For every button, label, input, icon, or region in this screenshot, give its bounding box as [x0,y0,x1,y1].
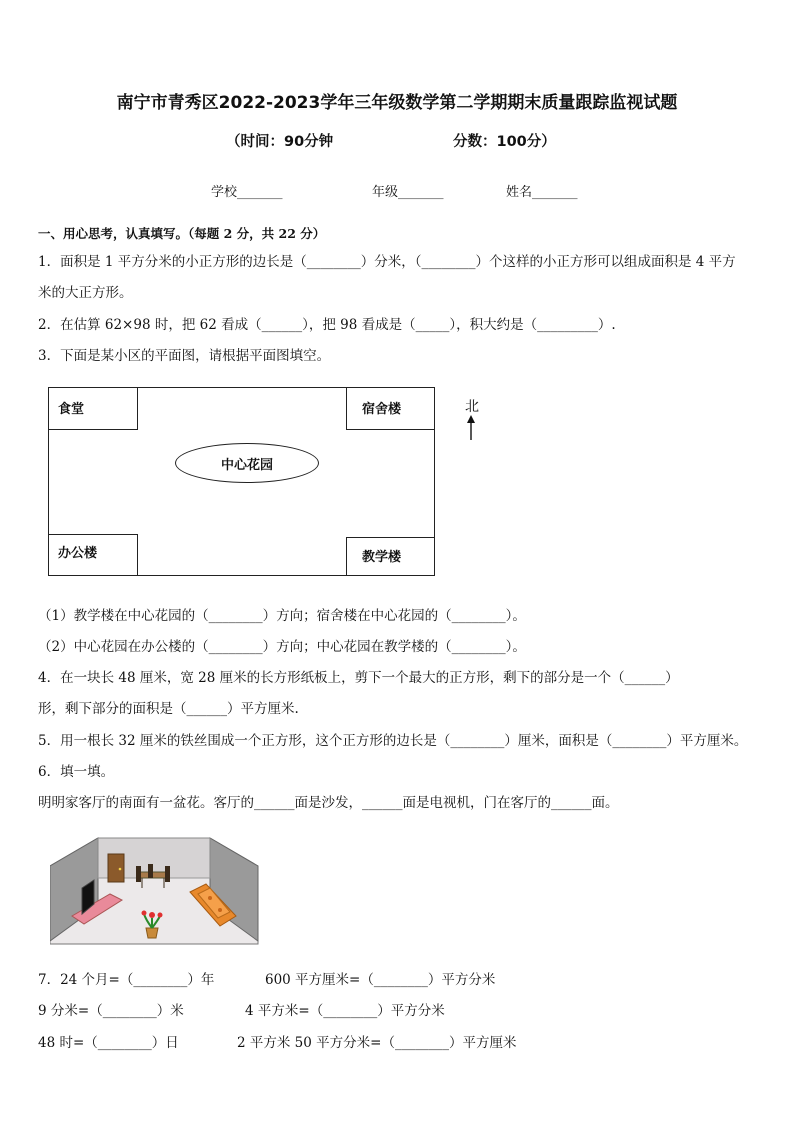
question-4-line2: 形，剩下部分的面积是（______）平方厘米. [38,701,299,717]
question-6-title: 6．填一填。 [38,764,115,780]
question-3-sub2: （2）中心花园在办公楼的（________）方向；中心花园在教学楼的（________）。 [38,639,526,655]
question-7-b: 600 平方厘米=（________）平方分米 [265,972,496,988]
page-title: 南宁市青秀区2022-2023学年三年级数学第二学期期末质量跟踪监视试题 [116,93,678,113]
section-heading: 一、用心思考，认真填写。（每题 2 分，共 22 分） [38,226,326,241]
question-6-text: 明明家客厅的南面有一盆花。客厅的______面是沙发，______面是电视机，门在客厅的______面。 [38,795,619,811]
question-7-c: 9 分米=（________）米 [38,1003,184,1019]
exam-time: （时间：90分钟 [226,134,334,150]
question-7-e: 48 时=（________）日 [38,1035,179,1051]
question-7-d: 4 平方米=（________）平方分米 [245,1003,445,1019]
question-4-line1: 4．在一块长 48 厘米，宽 28 厘米的长方形纸板上，剪下一个最大的正方形，剩下的部分是一个（______） [38,670,679,686]
living-room-illustration [50,836,260,946]
question-2: 2．在估算 62×98 时，把 62 看成（______），把 98 看成是（_____），积大约是（_________）. [38,317,616,333]
question-3-intro: 3．下面是某小区的平面图，请根据平面图填空。 [38,348,331,364]
question-7-f: 2 平方米 50 平方分米=（________）平方厘米 [237,1035,517,1051]
name-field: 姓名_______ [506,185,578,200]
door-icon [108,854,124,882]
question-1-line1: 1．面积是 1 平方分米的小正方形的边长是（________）分米，（________）个这样的小正方形可以组成面积是 4 平方 [38,254,736,270]
north-label: 北 [465,399,479,415]
grade-field: 年级_______ [372,185,444,200]
dorm-label: 宿舍楼 [362,402,402,417]
question-3-sub1: （1）教学楼在中心花园的（________）方向；宿舍楼在中心花园的（________）。 [38,608,526,624]
question-7-a: 7．24 个月=（________）年 [38,972,215,988]
garden-label: 中心花园 [220,457,273,473]
question-1-line2: 米的大正方形。 [38,285,133,301]
north-arrow-icon [465,415,477,441]
office-label: 办公楼 [58,546,98,561]
central-garden [175,443,319,483]
school-field: 学校_______ [211,185,283,200]
canteen-label: 食堂 [58,402,85,417]
exam-score: 分数：100分） [453,134,556,150]
teaching-label: 教学楼 [362,550,402,565]
question-5: 5．用一根长 32 厘米的铁丝围成一个正方形，这个正方形的边长是（________）厘米，面积是（________）平方厘米。 [38,733,748,749]
